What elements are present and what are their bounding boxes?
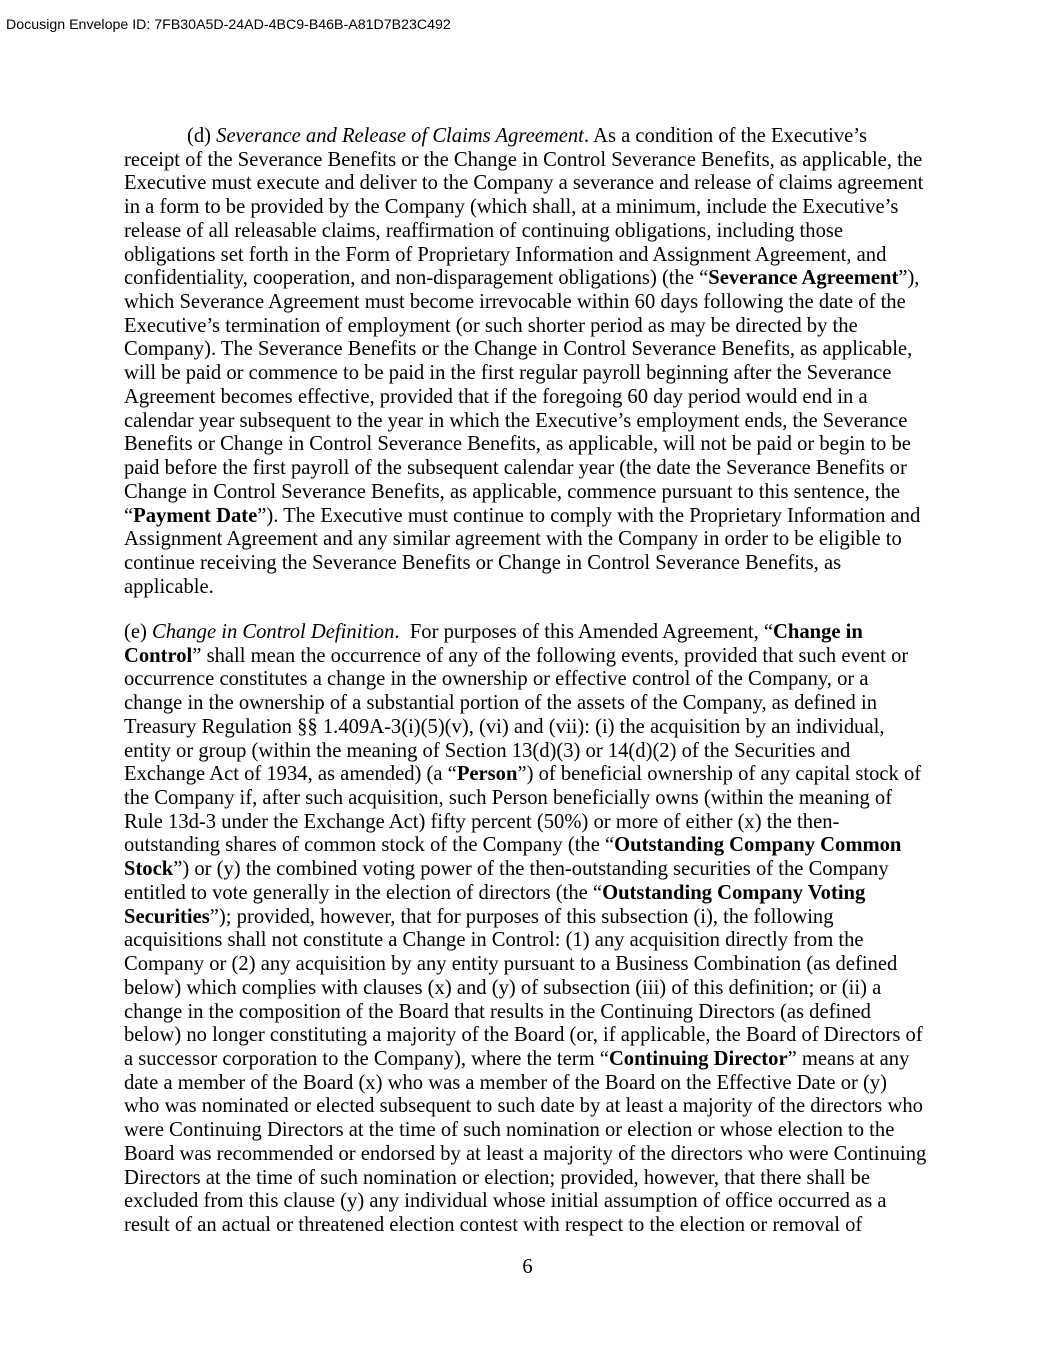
line-text: result of an actual or threatened election contest with respect to the election or removal of: [124, 1213, 863, 1236]
docusign-envelope-id: Docusign Envelope ID: 7FB30A5D-24AD-4BC9-B46B-A81D7B23C492: [6, 17, 451, 33]
line-text: ”) or (y) the combined voting power of the then-outstanding securities of the Company: [173, 858, 889, 881]
line-text: who was nominated or elected subsequent to such date by at least a majority of the directors who: [124, 1095, 923, 1118]
text-line: [124, 882, 931, 906]
line-text: Company). The Severance Benefits or the Change in Control Severance Benefits, as applicable,: [124, 338, 913, 361]
line-text: . For purposes of this Amended Agreement, “: [394, 621, 774, 643]
text-line: [124, 787, 931, 811]
line-text: were Continuing Directors at the time of such nomination or election or whose election to the: [124, 1119, 895, 1142]
text-line: [124, 386, 931, 410]
text-line: [124, 1095, 931, 1119]
section-heading-italic: Change in Control Definition: [152, 621, 395, 643]
defined-term-bold: Severance Agreement: [708, 267, 899, 290]
defined-term-bold: Outstanding Company Common: [614, 834, 902, 857]
text-line: [124, 834, 931, 858]
line-text: ”),: [898, 267, 920, 290]
text-line: [124, 811, 931, 835]
text-line: [124, 621, 931, 645]
line-text: Executive must execute and deliver to the Company a severance and release of claims agreement: [124, 172, 924, 195]
line-text: obligations set forth in the Form of Proprietary Information and Assignment Agreement, and: [124, 243, 887, 266]
line-text: Directors at the time of such nomination or election; provided, however, that there shall be: [124, 1166, 871, 1189]
paragraph-d-severance-release: [124, 125, 931, 599]
text-line: [124, 1024, 931, 1048]
text-line: [124, 552, 931, 576]
text-line: [124, 172, 931, 196]
line-text: calendar year subsequent to the year in which the Executive’s employment ends, the Severance: [124, 409, 908, 432]
text-line: [124, 267, 931, 291]
text-line: [124, 1190, 931, 1214]
text-line: [124, 457, 931, 481]
paragraph-e-change-in-control: [124, 621, 931, 1238]
line-text: ” shall mean the occurrence of any of the following events, provided that such event or: [192, 644, 909, 667]
text-line: [124, 763, 931, 787]
text-line: [124, 291, 931, 315]
line-text: Treasury Regulation §§ 1.409A-3(i)(5)(v), (vi) and (vii): (i) the acquisition by an individual,: [124, 715, 885, 738]
text-line: [124, 953, 931, 977]
line-text: in a form to be provided by the Company (which shall, at a minimum, include the Executive’s: [124, 196, 899, 219]
line-text: change in the ownership of a substantial portion of the assets of the Company, as defined in: [124, 692, 878, 715]
line-text: below) which complies with clauses (x) and (y) of subsection (iii) of this definition; or (ii) a: [124, 976, 882, 999]
line-text: outstanding shares of common stock of the Company (the “: [124, 834, 615, 857]
text-line: [124, 576, 931, 600]
text-line: [124, 196, 931, 220]
text-line: [124, 528, 931, 552]
line-text: Assignment Agreement and any similar agreement with the Company in order to be eligible to: [124, 528, 902, 551]
text-line: [124, 858, 931, 882]
text-line: [124, 645, 931, 669]
line-text: change in the composition of the Board that results in the Continuing Directors (as defined: [124, 1000, 871, 1023]
line-text: receipt of the Severance Benefits or the Change in Control Severance Benefits, as applicable, the: [124, 148, 923, 171]
text-line: [124, 668, 931, 692]
text-line: [124, 125, 931, 149]
text-line: [124, 977, 931, 1001]
line-text: Agreement becomes effective, provided that if the foregoing 60 day period would end in a: [124, 385, 868, 408]
line-text: applicable.: [124, 575, 214, 598]
line-text: paid before the first payroll of the subsequent calendar year (the date the Severance Benefits or: [124, 457, 907, 480]
line-text: Change in Control Severance Benefits, as applicable, commence pursuant to this sentence, the: [124, 480, 901, 503]
text-line: [124, 716, 931, 740]
line-text: Benefits or Change in Control Severance Benefits, as applicable, will not be paid or begin to be: [124, 433, 911, 456]
defined-term-bold: Control: [124, 644, 193, 667]
line-text: continue receiving the Severance Benefits or Change in Control Severance Benefits, as: [124, 551, 842, 574]
line-text: confidentiality, cooperation, and non-disparagement obligations) (the “: [124, 267, 709, 290]
text-line: [124, 929, 931, 953]
line-text: Board was recommended or endorsed by at least a majority of the directors who were Continuing: [124, 1142, 927, 1165]
line-text: which Severance Agreement must become irrevocable within 60 days following the date of the: [124, 291, 906, 314]
line-text: a successor corporation to the Company), where the term “: [124, 1047, 609, 1070]
line-text: date a member of the Board (x) who was a member of the Board on the Effective Date or (y): [124, 1071, 888, 1094]
defined-term-bold: Stock: [124, 858, 174, 881]
defined-term-bold: Continuing Director: [608, 1047, 788, 1070]
defined-term-bold: Change in: [773, 621, 863, 643]
text-line: [124, 338, 931, 362]
section-label: (d): [187, 125, 217, 147]
text-line: [124, 433, 931, 457]
text-line: [124, 149, 931, 173]
section-label: (e): [124, 621, 153, 643]
line-text: Exchange Act of 1934, as amended) (a “: [124, 763, 457, 786]
line-text: “: [124, 504, 134, 527]
line-text: ”); provided, however, that for purposes of this subsection (i), the following: [209, 905, 834, 928]
text-line: [124, 1048, 931, 1072]
text-line: [124, 1072, 931, 1096]
text-line: [124, 505, 931, 529]
text-line: [124, 1001, 931, 1025]
text-line: [124, 1143, 931, 1167]
page-number: 6: [522, 1256, 533, 1278]
defined-term-bold: Securities: [124, 905, 210, 928]
line-text: acquisitions shall not constitute a Change in Control: (1) any acquisition directly from the: [124, 929, 864, 952]
text-line: [124, 1119, 931, 1143]
line-text: Rule 13d-3 under the Exchange Act) fifty percent (50%) or more of either (x) the then-: [124, 810, 840, 833]
text-line: [124, 315, 931, 339]
line-text: below) no longer constituting a majority of the Board (or, if applicable, the Board of Directors of: [124, 1024, 923, 1047]
line-text: will be paid or commence to be paid in the first regular payroll beginning after the Severance: [124, 362, 892, 385]
text-line: [124, 1167, 931, 1191]
text-line: [124, 362, 931, 386]
text-line: [124, 692, 931, 716]
line-text: entity or group (within the meaning of Section 13(d)(3) or 14(d)(2) of the Securities and: [124, 739, 851, 762]
line-text: Company or (2) any acquisition by any entity pursuant to a Business Combination (as defined: [124, 953, 898, 976]
line-text: entitled to vote generally in the election of directors (the “: [124, 881, 603, 904]
text-line: [124, 906, 931, 930]
line-text: ”) of beneficial ownership of any capital stock of: [517, 763, 922, 786]
line-text: occurrence constitutes a change in the ownership or effective control of the Company, or a: [124, 668, 869, 691]
defined-term-bold: Outstanding Company Voting: [602, 881, 866, 904]
line-text: . As a condition of the Executive’s: [583, 125, 868, 147]
text-line: [124, 410, 931, 434]
section-heading-italic: Severance and Release of Claims Agreement: [216, 125, 584, 147]
line-text: release of all releasable claims, reaffirmation of continuing obligations, including those: [124, 219, 844, 242]
text-line: [124, 244, 931, 268]
line-text: excluded from this clause (y) any individual whose initial assumption of office occurred as a: [124, 1190, 887, 1213]
line-text: ”). The Executive must continue to comply with the Proprietary Information and: [257, 504, 921, 527]
defined-term-bold: Payment Date: [133, 504, 258, 527]
line-text: the Company if, after such acquisition, such Person beneficially owns (within the meaning of: [124, 787, 893, 810]
text-line: [124, 481, 931, 505]
text-line: [124, 220, 931, 244]
text-line: [124, 740, 931, 764]
line-text: ” means at any: [787, 1047, 910, 1070]
line-text: Executive’s termination of employment (or such shorter period as may be directed by the: [124, 314, 858, 337]
text-line: [124, 1214, 931, 1238]
defined-term-bold: Person: [456, 763, 518, 786]
